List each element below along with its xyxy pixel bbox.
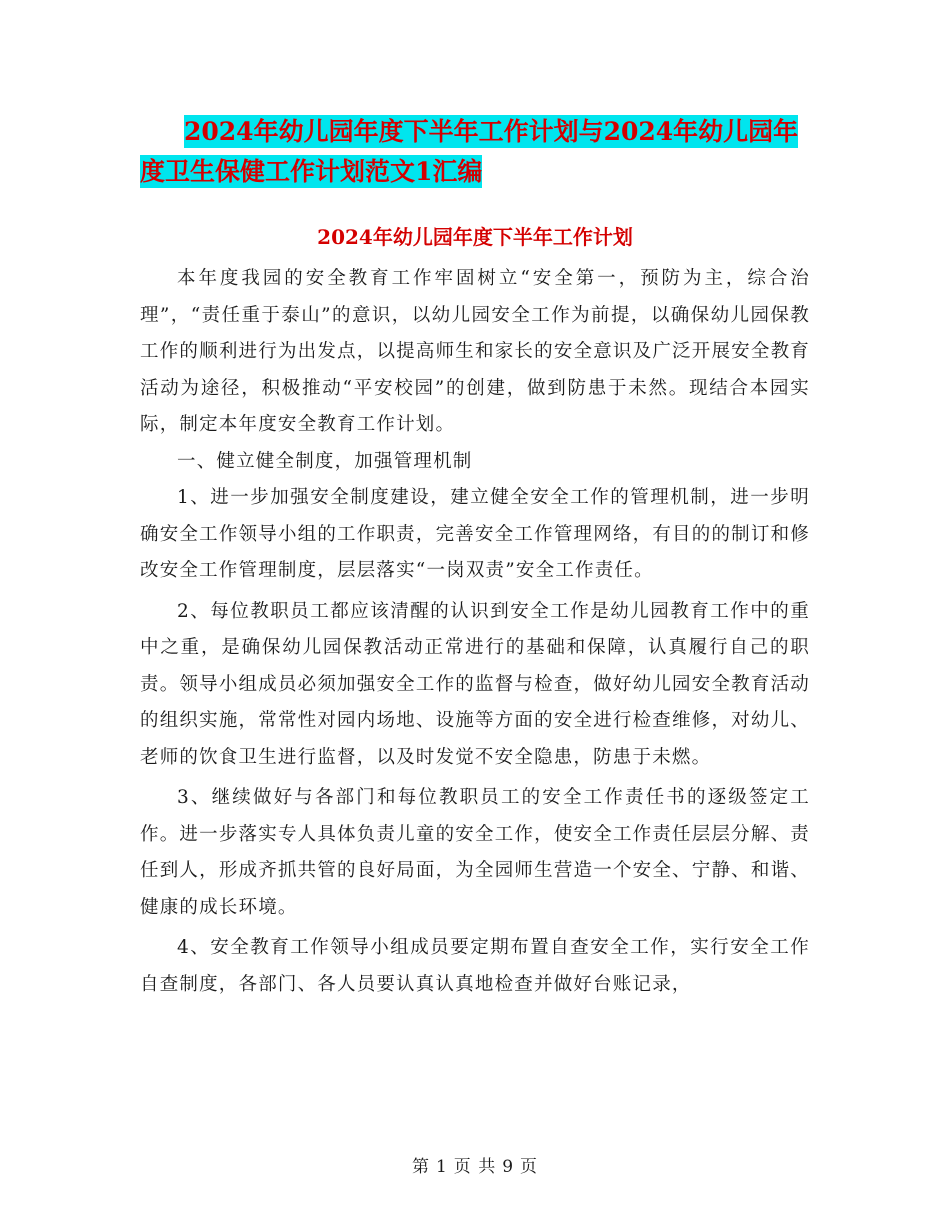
page-footer	[0, 1152, 950, 1177]
document-body	[140, 261, 810, 1003]
document-title-line-1: 2024年幼儿园年度下半年工作计划与2024年幼儿园年	[184, 117, 799, 146]
paragraph-item-1: 1、进一步加强安全制度建设，建立健全安全工作的管理机制，进一步明确安全工作领导小组的工作职责，完善安全工作管理网络，有目的的制订和修改安全工作管理制度，层层落实“一岗双责”安全工作责任。	[140, 487, 810, 581]
section-title: 2024年幼儿园年度下半年工作计划	[317, 225, 633, 249]
paragraph-item-4: 4、安全教育工作领导小组成员要定期布置自查安全工作，实行安全工作自查制度，各部门、各人员要认真认真地检查并做好台账记录，	[140, 937, 810, 995]
paragraph-heading-1: 一、健立健全制度，加强管理机制	[177, 450, 473, 472]
paragraph-item-2: 2、每位教职员工都应该清醒的认识到安全工作是幼儿园教育工作中的重中之重，是确保幼儿园保教活动正常进行的基础和保障，认真履行自己的职责。领导小组成员必须加强安全工作的监督与检查，做好幼儿园安全教育活动的组织实施，常常性对园内场地、设施等方面的安全进行检查维修，对幼儿、老师的饮食卫生进行监督，以及时发觉不安全隐患，防患于未燃。	[140, 600, 810, 768]
document-title	[140, 112, 830, 192]
footer-prefix: 第	[411, 1157, 430, 1177]
footer-page-number: 1	[435, 1157, 448, 1177]
footer-total-pages: 9	[502, 1157, 515, 1177]
footer-middle: 页 共	[453, 1157, 497, 1177]
footer-suffix: 页	[520, 1157, 539, 1177]
paragraph-item-3: 3、继续做好与各部门和每位教职员工的安全工作责任书的逐级签定工作。进一步落实专人具体负责儿童的安全工作，使安全工作责任层层分解、责任到人，形成齐抓共管的良好局面，为全园师生营造一个安全、宁静、和谐、健康的成长环境。	[140, 787, 810, 918]
document-title-line-2: 度卫生保健工作计划范文1汇编	[140, 157, 483, 186]
paragraph-intro: 本年度我园的安全教育工作牢固树立“安全第一，预防为主，综合治理”，“责任重于泰山”的意识，以幼儿园安全工作为前提，以确保幼儿园保教工作的顺利进行为出发点，以提高师生和家长的安全意识及广泛开展安全教育活动为途径，积极推动“平安校园”的创建，做到防患于未然。现结合本园实际，制定本年度安全教育工作计划。	[140, 268, 810, 435]
